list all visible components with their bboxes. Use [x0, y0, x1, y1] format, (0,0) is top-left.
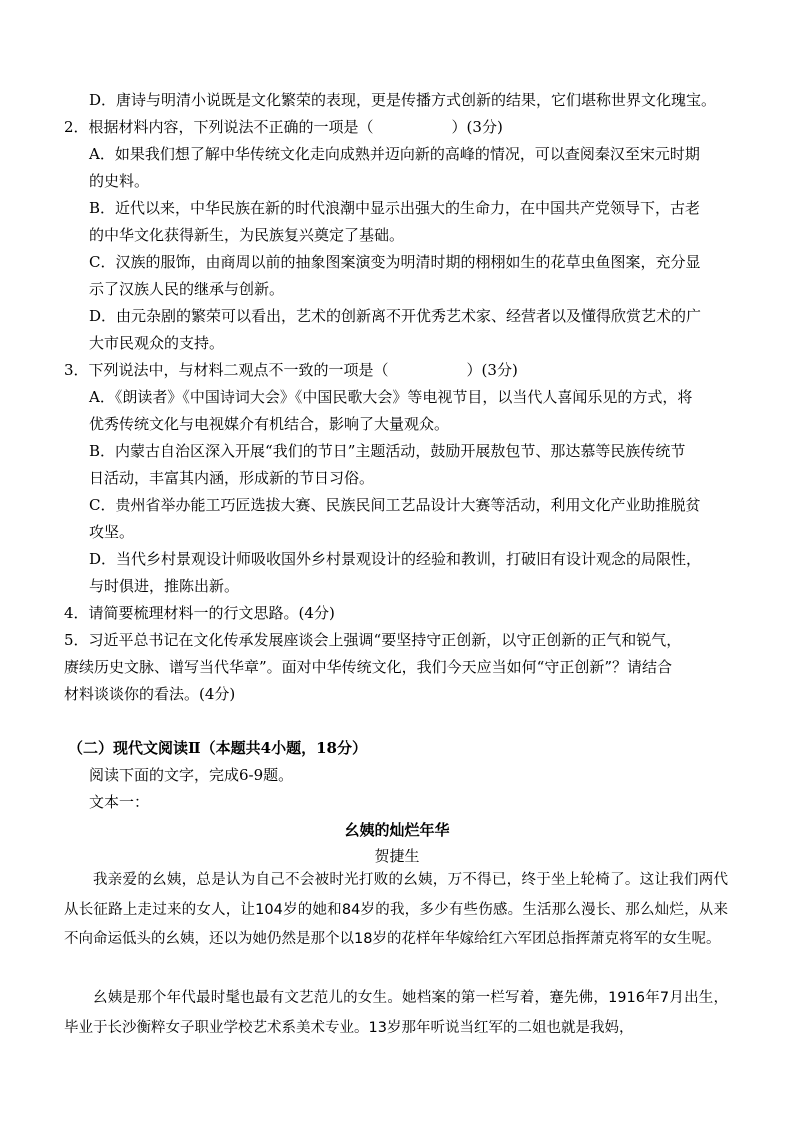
q2-stem-text: 2．根据材料内容，下列说法不正确的一项是（ — [64, 118, 374, 136]
q3-option-c-line2: 攻坚。 — [89, 523, 135, 541]
q2-option-b-line2: 的中华文化获得新生，为民族复兴奠定了基础。 — [89, 226, 405, 244]
q3-option-c-line1: C．贵州省举办能工巧匠选拔大赛、民族民间工艺品设计大赛等活动，利用文化产业助推脱贫 — [89, 496, 701, 514]
q3-option-d-line2: 与时俱进，推陈出新。 — [89, 577, 240, 595]
q2-option-a-line2: 的史料。 — [89, 172, 150, 190]
q5-line3: 材料谈谈你的看法。(4分) — [64, 685, 236, 703]
article-author: 贺捷生 — [374, 847, 420, 865]
q3-stem-text: 3．下列说法中，与材料二观点不一致的一项是（ — [64, 361, 389, 379]
q3-stem-score: ）(3分) — [466, 361, 518, 379]
q2-option-d-line1: D．由元杂剧的繁荣可以看出，艺术的创新离不开优秀艺术家、经营者以及懂得欣赏艺术的广 — [89, 307, 702, 325]
q2-stem-score: ）(3分) — [451, 118, 503, 136]
q3-option-a-line2: 优秀传统文化与电视媒介有机结合，影响了大量观众。 — [89, 415, 450, 433]
text-label: 文本一： — [89, 793, 150, 811]
q2-option-a-line1: A．如果我们想了解中华传统文化走向成熟并迈向新的高峰的情况，可以查阅秦汉至宋元时期 — [89, 145, 700, 163]
q5-line2: 赓续历史文脉、谱写当代华章”。面对中华传统文化，我们今天应当如何“守正创新”？请结合 — [64, 658, 673, 676]
q2-option-d-line2: 大市民观众的支持。 — [89, 334, 225, 352]
q3-stem — [64, 360, 518, 380]
article-paragraph-2: 幺姨是那个年代最时髦也最有文艺范儿的女生。她档案的第一栏写着，蹇先佛，1916年7月出生，毕业于长沙衡粹女子职业学校艺术系美术专业。13岁那年听说当红军的二姐也就是我妈， — [64, 990, 728, 1036]
reading-instruction: 阅读下面的文字，完成6-9题。 — [89, 766, 294, 784]
q2-option-c-line1: C．汉族的服饰，由商周以前的抽象图案演变为明清时期的栩栩如生的花草虫鱼图案，充分显 — [89, 253, 701, 271]
q3-option-a-line1: A．《朗读者》《中国诗词大会》《中国民歌大会》等电视节目，以当代人喜闻乐见的方式，将 — [89, 388, 693, 406]
q4-prompt: 4．请简要梳理材料一的行文思路。(4分) — [64, 604, 335, 622]
article-title: 幺姨的灿烂年华 — [344, 821, 450, 839]
article-paragraph-1: 我亲爱的幺姨，总是认为自己不会被时光打败的幺姨，万不得已，终于坐上轮椅了。这让我们两代从长征路上走过来的女人，让104岁的她和84岁的我，多少有些伤感。生活那么漫长、那么灿烂，从来不向命运低头的幺姨，还以为她仍然是那个以18岁的花样年华嫁给红六军团总指挥萧克将军的女生呢。 — [64, 872, 728, 947]
q3-option-d-line1: D．当代乡村景观设计师吸收国外乡村景观设计的经验和教训，打破旧有设计观念的局限性， — [89, 550, 702, 568]
q3-option-b-line1: B．内蒙古自治区深入开展“我们的节日”主题活动，鼓励开展敖包节、那达慕等民族传统节 — [89, 442, 686, 460]
q3-option-b-line2: 日活动，丰富其内涵，形成新的节日习俗。 — [89, 469, 375, 487]
q1-option-d: D．唐诗与明清小说既是文化繁荣的表现，更是传播方式创新的结果，它们堪称世界文化瑰宝。 — [89, 91, 717, 109]
q2-option-c-line2: 示了汉族人民的继承与创新。 — [89, 280, 285, 298]
q2-stem — [64, 117, 503, 137]
q5-line1: 5．习近平总书记在文化传承发展座谈会上强调“要坚持守正创新，以守正创新的正气和锐气， — [64, 631, 682, 649]
q2-option-b-line1: B．近代以来，中华民族在新的时代浪潮中显示出强大的生命力，在中国共产党领导下，古老 — [89, 199, 701, 217]
section-heading: （二）现代文阅读Ⅱ（本题共4小题，18分） — [68, 739, 367, 757]
